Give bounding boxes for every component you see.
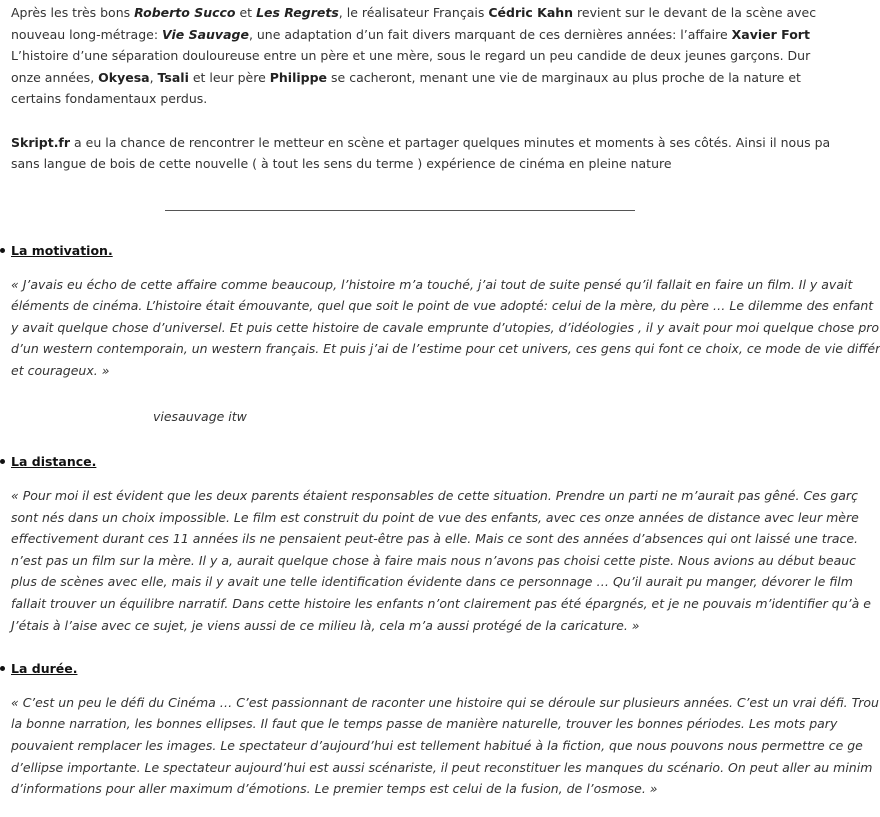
intro2-line-2: sans langue de bois de cette nouvelle ( à tout les sens du terme ) expérience de cinéma en pleine nature bbox=[11, 156, 672, 171]
intro-text: revient sur le devant de la scène avec bbox=[573, 5, 817, 20]
quote-line: effectivement durant ces 11 années ils ne pensaient peut-être pas à elle. Mais ce sont des années d’absences qui ont laissé une trace. bbox=[11, 531, 859, 546]
heading-text: La durée. bbox=[11, 661, 78, 676]
intro-line-2 bbox=[11, 27, 810, 42]
bullet-icon bbox=[0, 459, 5, 464]
intro-line-5: certains fondamentaux perdus. bbox=[11, 91, 208, 106]
quote-line: sont nés dans un choix impossible. Le film est construit du point de vue des enfants, avec ces onze années de distance avec leur mère bbox=[11, 510, 859, 525]
intro-line-3: L’histoire d’une séparation douloureuse entre un père et une mère, sous le regard un peu candide de deux jeunes garçons. Dur bbox=[11, 48, 811, 63]
heading-text: La motivation. bbox=[11, 243, 113, 258]
intro-text: nouveau long-métrage: bbox=[11, 27, 163, 42]
separator-rule bbox=[165, 210, 635, 211]
film-title-les-regrets: Les Regrets bbox=[256, 5, 339, 20]
name-xavier-fort: Xavier Fort bbox=[731, 27, 810, 42]
quote-line: la bonne narration, les bonnes ellipses. Il faut que le temps passe de manière naturelle, trouver les bonnes périodes. Les mots pary bbox=[11, 716, 838, 731]
intro-text: se cacheront, menant une vie de marginaux au plus proche de la nature et bbox=[327, 70, 801, 85]
intro2-line-1 bbox=[11, 135, 830, 150]
quote-line: « J’avais eu écho de cette affaire comme beaucoup, l’histoire m’a touché, j’ai tout de suite pensé qu’il fallait en faire un film. Il y avait bbox=[11, 277, 853, 292]
intro-line-4 bbox=[11, 70, 801, 85]
section-heading-duree bbox=[0, 661, 77, 676]
quote-line: d’informations pour aller maximum d’émotions. Le premier temps est celui de la fusion, de l’osmose. » bbox=[11, 781, 658, 796]
image-caption: viesauvage itw bbox=[153, 409, 247, 424]
quote-line: fallait trouver un équilibre narratif. Dans cette histoire les enfants n’ont clairement pas été épargnés, et je ne pouvais m’identifier qu’à e bbox=[11, 596, 871, 611]
quote-line: et courageux. » bbox=[11, 363, 110, 378]
intro-text: , bbox=[149, 70, 158, 85]
quote-line: « Pour moi il est évident que les deux parents étaient responsables de cette situation. Prendre un parti ne m’aurait pas gêné. Ces garç bbox=[11, 488, 858, 503]
bullet-icon bbox=[0, 248, 5, 253]
quote-line: plus de scènes avec elle, mais il y avait une telle identification évidente dans ce personnage … Qu’il aurait pu manger, dévorer le film bbox=[11, 574, 853, 589]
quote-line: pouvaient remplacer les images. Le spectateur d’aujourd’hui est tellement habitué à la fiction, que nous pouvons nous permettre ce ge bbox=[11, 738, 863, 753]
intro-text: , le réalisateur Français bbox=[338, 5, 489, 20]
intro2-text: a eu la chance de rencontrer le metteur en scène et partager quelques minutes et moments à ses côtés. Ainsi il nous pa bbox=[70, 135, 831, 150]
quote-line: n’est pas un film sur la mère. Il y a, aurait quelque chose à faire mais nous n’avons pas choisi cette piste. Nous avions au début beauc bbox=[11, 553, 857, 568]
intro-text: onze années, bbox=[11, 70, 99, 85]
intro-text: , une adaptation d’un fait divers marquant de ces dernières années: l’affaire bbox=[248, 27, 732, 42]
quote-line: y avait quelque chose d’universel. Et puis cette histoire de cavale emprunte d’utopies, d’idéologies , il y avait pour moi quelque chose pro bbox=[11, 320, 880, 335]
quote-line: d’ellipse importante. Le spectateur aujourd’hui est aussi scénariste, il peut reconstituer les manques du scénario. On peut aller au minim bbox=[11, 760, 873, 775]
intro-line-1 bbox=[11, 5, 816, 20]
name-philippe: Philippe bbox=[269, 70, 328, 85]
intro-text: et leur père bbox=[188, 70, 270, 85]
heading-text: La distance. bbox=[11, 454, 97, 469]
film-title-roberto-succo: Roberto Succo bbox=[134, 5, 236, 20]
film-title-vie-sauvage: Vie Sauvage bbox=[162, 27, 249, 42]
site-name: Skript.fr bbox=[11, 135, 71, 150]
director-name: Cédric Kahn bbox=[488, 5, 574, 20]
quote-line: « C’est un peu le défi du Cinéma … C’est passionnant de raconter une histoire qui se déroule sur plusieurs années. C’est un vrai défi. Trou bbox=[11, 695, 879, 710]
intro-text: et bbox=[235, 5, 257, 20]
quote-line: éléments de cinéma. L’histoire était émouvante, quel que soit le point de vue adopté: celui de la mère, du père … Le dilemme des enfant bbox=[11, 298, 874, 313]
name-okyesa: Okyesa bbox=[98, 70, 150, 85]
bullet-icon bbox=[0, 666, 5, 671]
name-tsali: Tsali bbox=[157, 70, 189, 85]
quote-line: J’étais à l’aise avec ce sujet, je viens aussi de ce milieu là, cela m’a aussi protégé de la caricature. » bbox=[11, 618, 640, 633]
intro-text: Après les très bons bbox=[11, 5, 135, 20]
quote-line: d’un western contemporain, un western français. Et puis j’ai de l’estime pour cet univers, ces gens qui font ce choix, ce mode de vie différ bbox=[11, 341, 880, 356]
section-heading-motivation bbox=[0, 243, 113, 258]
section-heading-distance bbox=[0, 454, 96, 469]
